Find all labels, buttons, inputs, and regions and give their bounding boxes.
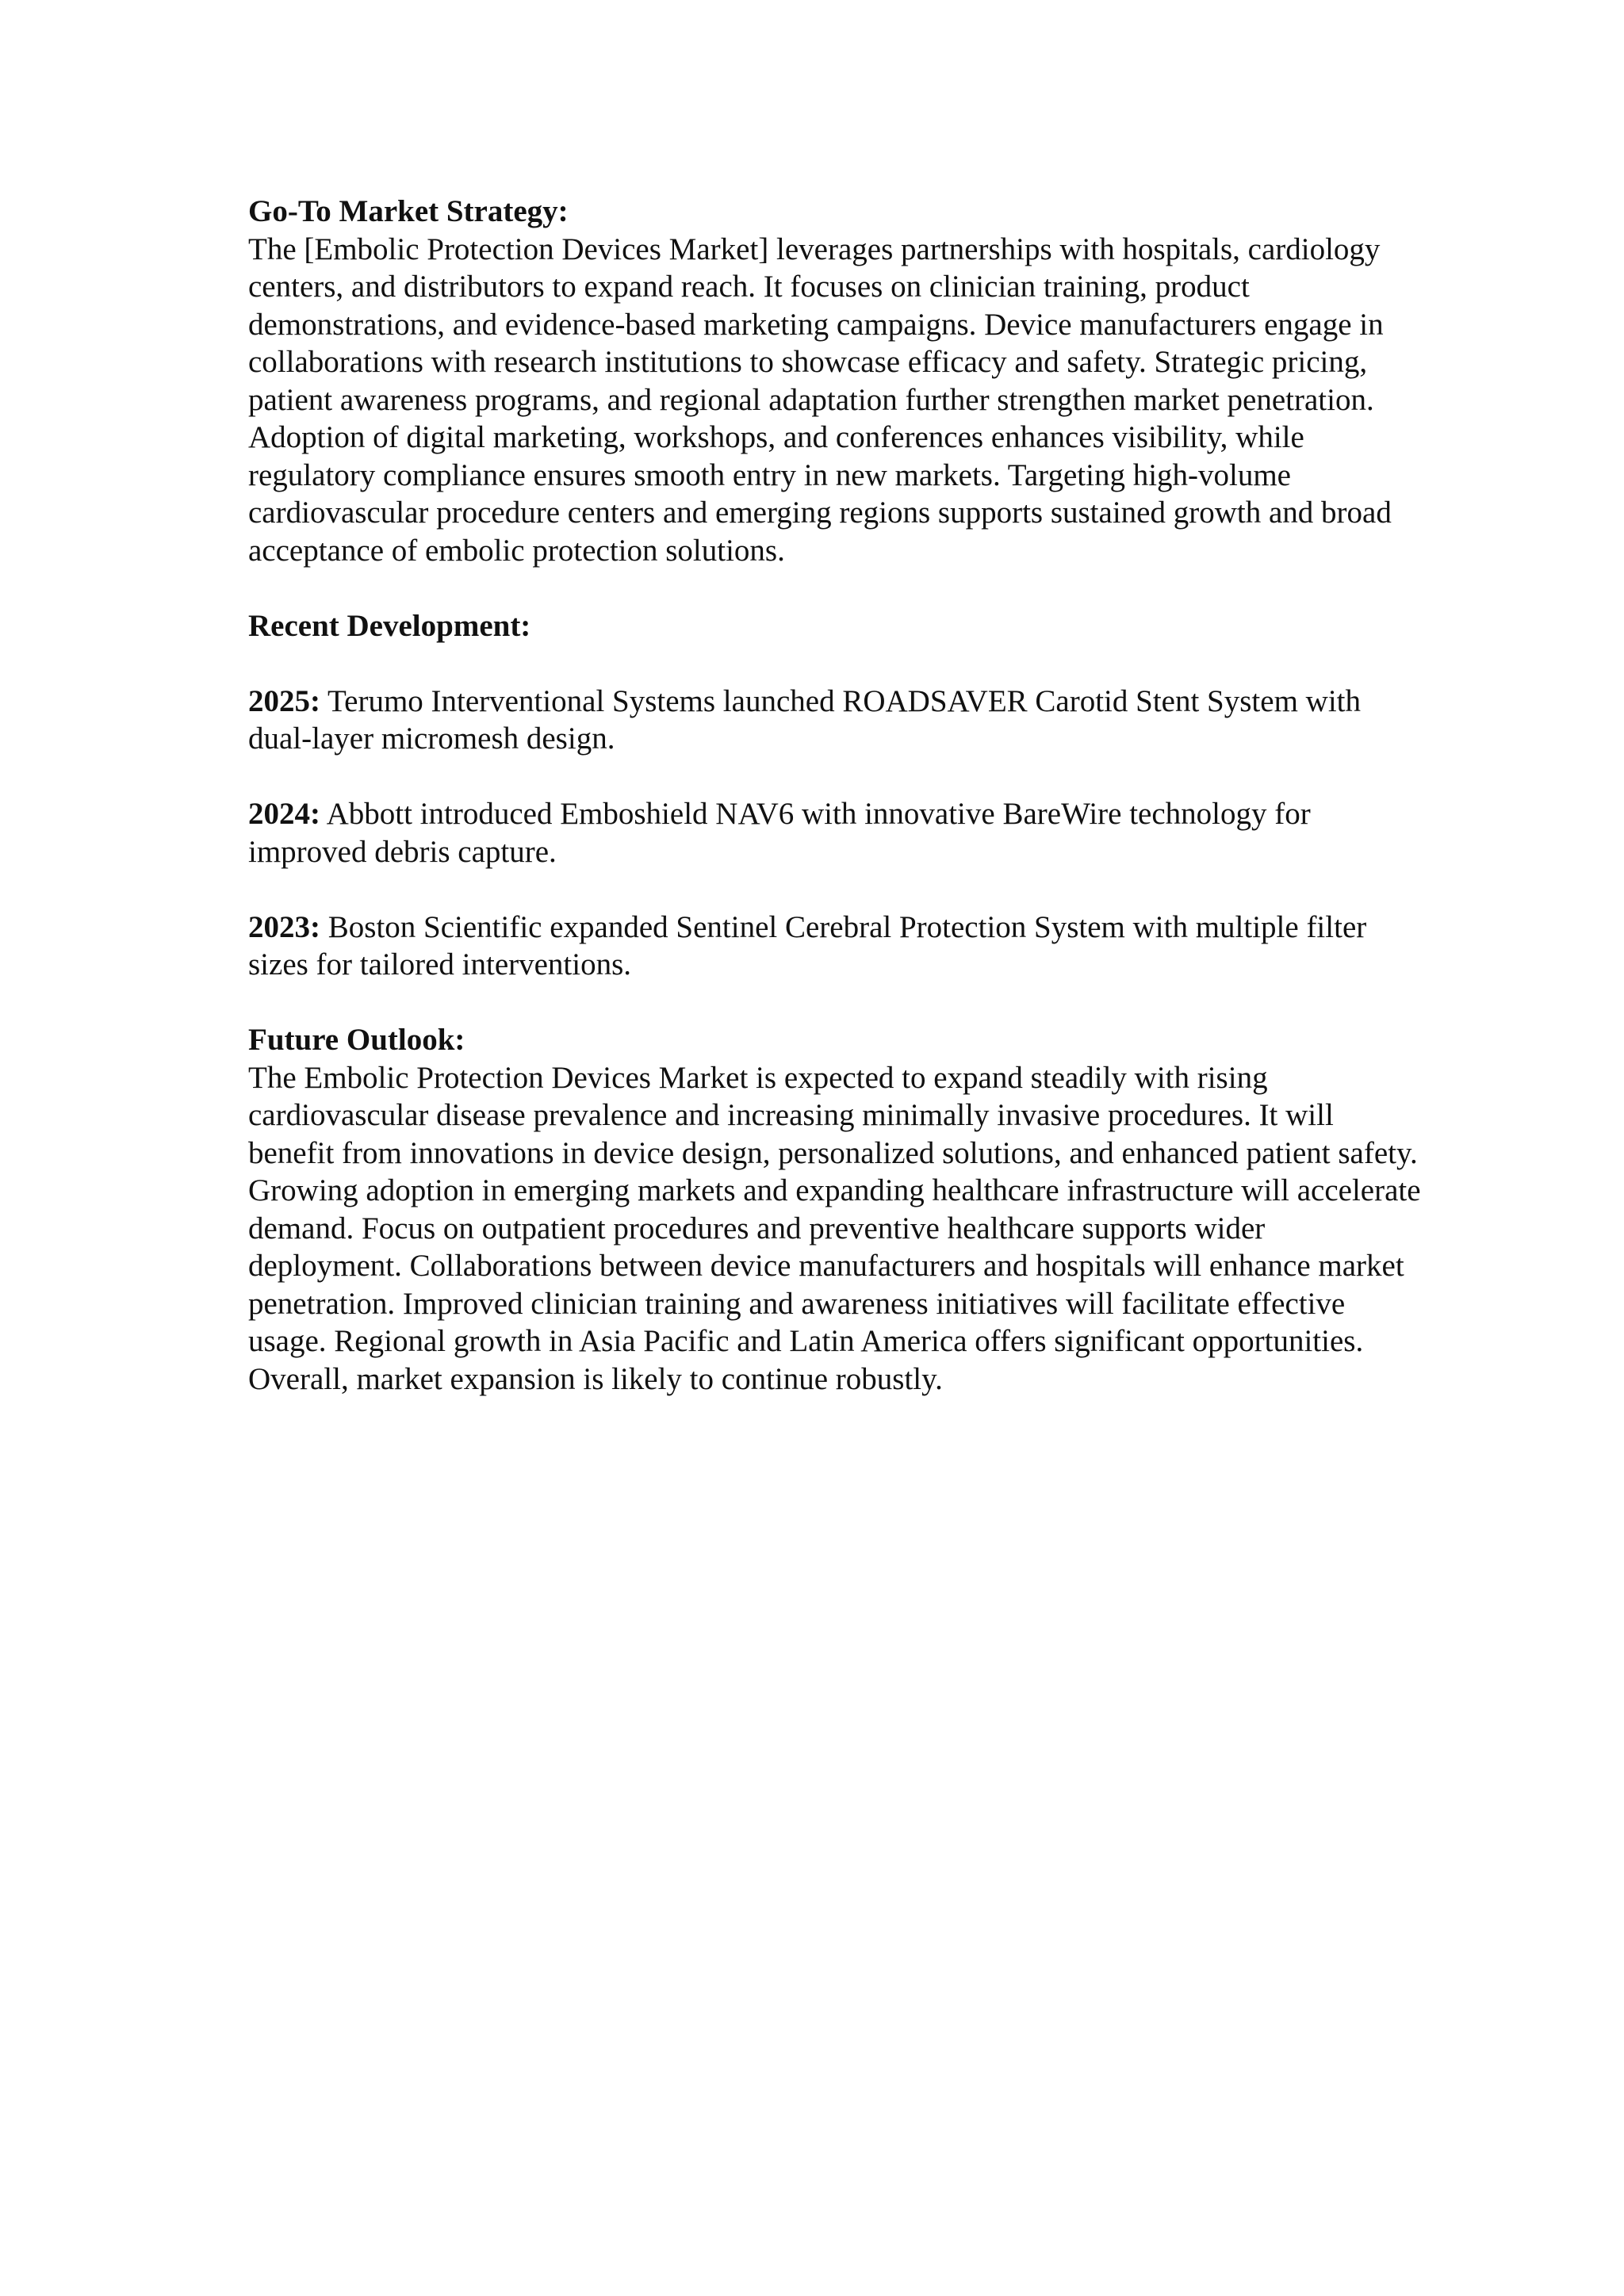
development-year: 2025: (248, 683, 320, 718)
development-text: Terumo Interventional Systems launched ROADSAVER Carotid Stent System with dual-layer micromesh design. (248, 683, 1361, 756)
development-item-2025 (248, 683, 1422, 758)
development-item-2023 (248, 909, 1422, 984)
spacer (248, 758, 1422, 796)
document-page (248, 193, 1422, 1398)
recent-development-heading: Recent Development: (248, 608, 531, 643)
spacer (248, 645, 1422, 683)
spacer (248, 871, 1422, 909)
go-to-market-body: The [Embolic Protection Devices Market] leverages partnerships with hospitals, cardiology centers, and distributors to expand reach. It focuses on clinician training, product demonstrations, and evidence-based marketing campaigns. Device manufacturers engage in collaborations with research institutions to showcase efficacy and safety. Strategic pricing, patient awareness programs, and regional adaptation further strengthen market penetration. Adoption of digital marketing, workshops, and conferences enhances visibility, while regulatory compliance ensures smooth entry in new markets. Targeting high-volume cardiovascular procedure centers and emerging regions supports sustained growth and broad acceptance of embolic protection solutions. (248, 232, 1392, 568)
development-item-2024 (248, 795, 1422, 871)
future-outlook-body: The Embolic Protection Devices Market is expected to expand steadily with rising cardiovascular disease prevalence and increasing minimally invasive procedures. It will benefit from innovations in device design, personalized solutions, and enhanced patient safety. Growing adoption in emerging markets and expanding healthcare infrastructure will accelerate demand. Focus on outpatient procedures and preventive healthcare supports wider deployment. Collaborations between device manufacturers and hospitals will enhance market penetration. Improved clinician training and awareness initiatives will facilitate effective usage. Regional growth in Asia Pacific and Latin America offers significant opportunities. Overall, market expansion is likely to continue robustly. (248, 1060, 1421, 1396)
future-outlook-heading: Future Outlook: (248, 1023, 465, 1057)
development-text: Abbott introduced Emboshield NAV6 with innovative BareWire technology for improved debris capture. (248, 797, 1311, 869)
development-year: 2024: (248, 797, 320, 831)
development-text: Boston Scientific expanded Sentinel Cerebral Protection System with multiple filter sizes for tailored interventions. (248, 909, 1367, 982)
development-year: 2023: (248, 909, 320, 944)
spacer (248, 984, 1422, 1022)
spacer (248, 569, 1422, 607)
go-to-market-heading: Go-To Market Strategy: (248, 194, 569, 228)
